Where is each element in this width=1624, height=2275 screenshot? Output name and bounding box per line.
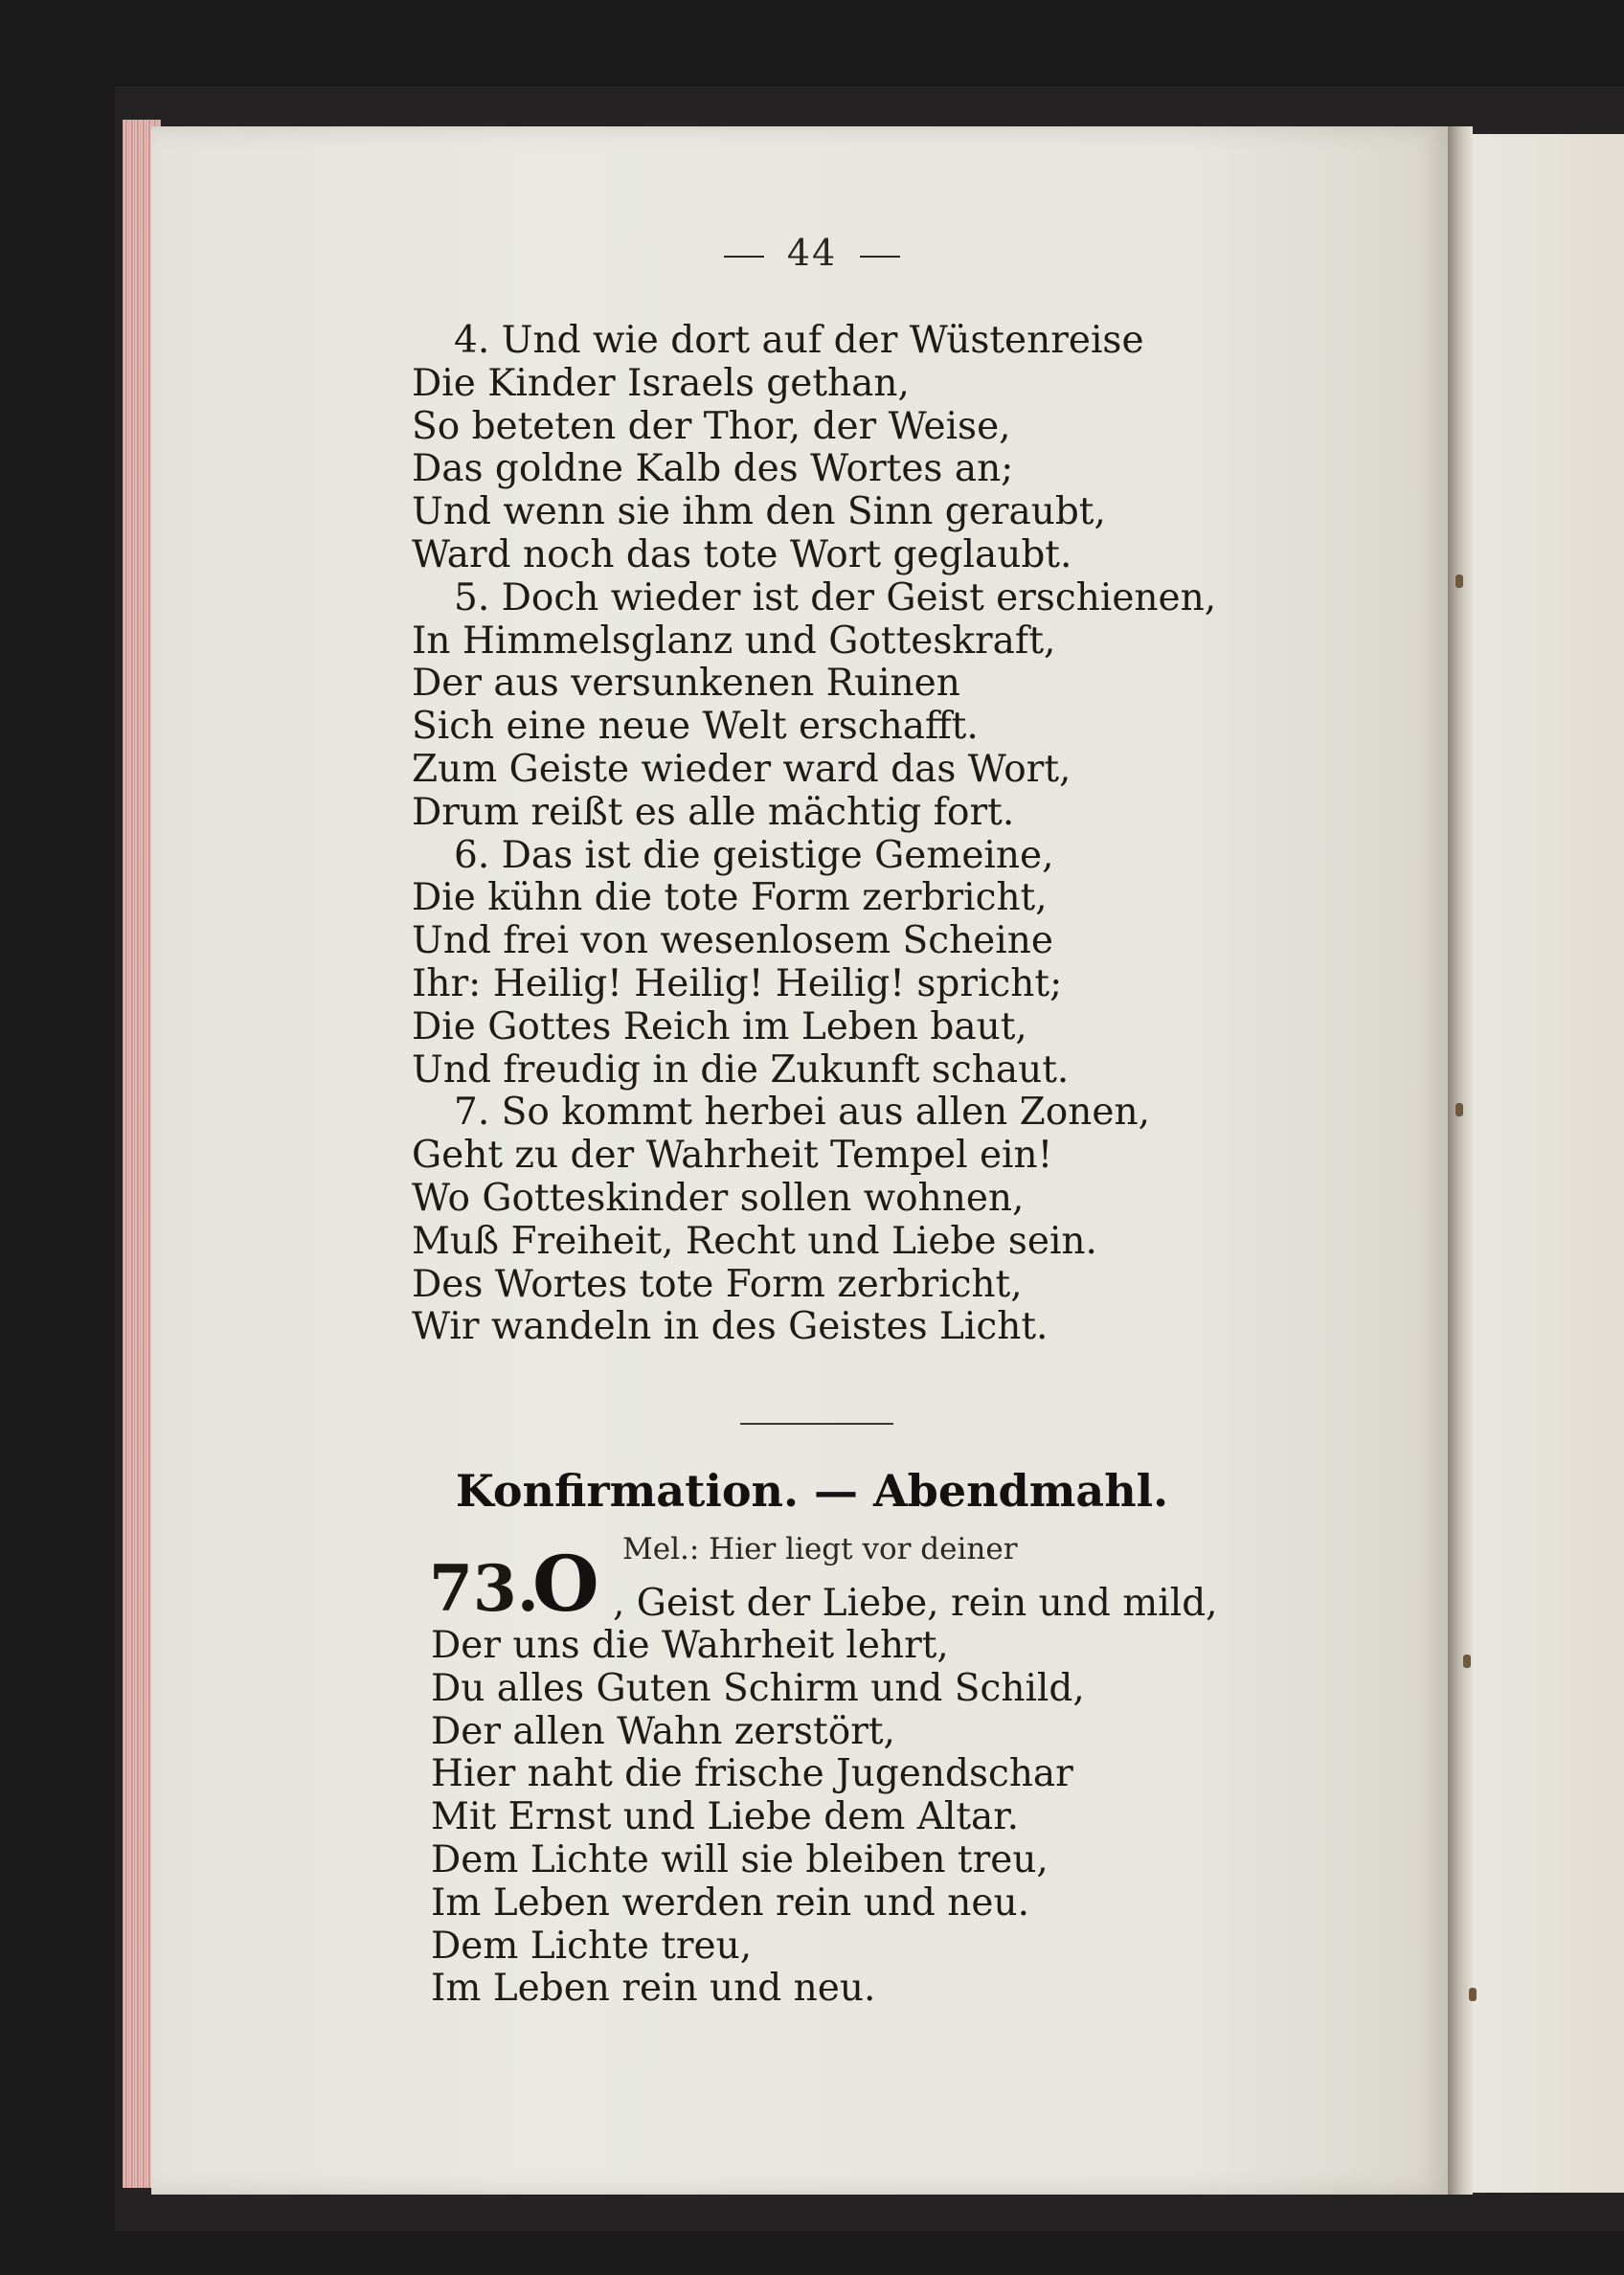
hymn-line: Dem Lichte will sie bleiben treu, <box>431 1837 1049 1881</box>
verse-line: 6. Das ist die geistige Gemeine, <box>454 833 1054 877</box>
verse-line: 5. Doch wieder ist der Geist erschienen, <box>454 575 1217 619</box>
binding-stitch <box>1455 574 1463 588</box>
section-divider <box>740 1423 893 1425</box>
hymn-line: Mit Ernst und Liebe dem Altar. <box>431 1795 1020 1839</box>
verse-line: So beteten der Thor, der Weise, <box>412 404 1011 448</box>
verse-line: Das goldne Kalb des Wortes an; <box>412 447 1014 491</box>
verse-line: In Himmelsglanz und Gotteskraft, <box>412 619 1056 663</box>
binding-stitch <box>1469 1988 1477 2001</box>
verse-line: 7. So kommt herbei aus allen Zonen, <box>454 1091 1150 1135</box>
verse-line: Und frei von wesenlosem Scheine <box>412 919 1053 963</box>
binding-stitch <box>1463 1655 1471 1668</box>
verse-line: 4. Und wie dort auf der Wüstenreise <box>454 319 1144 362</box>
verse-line: Des Wortes tote Form zerbricht, <box>412 1262 1023 1306</box>
hymn-number: 73. <box>429 1551 539 1626</box>
verse-line: Und wenn sie ihm den Sinn geraubt, <box>412 490 1106 534</box>
verse-line: Geht zu der Wahrheit Tempel ein! <box>412 1134 1053 1178</box>
binding-stitch <box>1455 1103 1463 1116</box>
section-title: Konfirmation. — Abendmahl. <box>455 1465 1169 1517</box>
verse-line: Sich eine neue Welt erschafft. <box>412 705 979 749</box>
verse-line: Wir wandeln in des Geistes Licht. <box>412 1305 1049 1349</box>
verses-block <box>412 320 1235 1349</box>
verse-line: Muß Freiheit, Recht und Liebe sein. <box>412 1219 1097 1263</box>
hymn-line: Dem Lichte treu, <box>431 1924 753 1968</box>
header-dash-right <box>860 256 900 258</box>
hymn-line: Der allen Wahn zerstört, <box>431 1709 895 1753</box>
hymn-line: Der uns die Wahrheit lehrt, <box>431 1624 949 1667</box>
hymn-line: Im Leben rein und neu. <box>431 1967 876 2011</box>
verse-line: Wo Gotteskinder sollen wohnen, <box>412 1176 1025 1220</box>
hymn-line: Du alles Guten Schirm und Schild, <box>431 1666 1085 1710</box>
facing-page-edge <box>1473 134 1624 2193</box>
verse-line: Die kühn die tote Form zerbricht, <box>412 876 1048 920</box>
verse-line: Drum reißt es alle mächtig fort. <box>412 790 1015 834</box>
verse-line: Die Kinder Israels gethan, <box>412 361 910 405</box>
hymn-line <box>431 2011 1254 2054</box>
hymn-lines <box>431 1625 1254 2054</box>
hymn-line: Im Leben werden rein und neu. <box>431 1881 1030 1925</box>
hymn-line: Hier naht die frische Jugendschar <box>431 1752 1073 1796</box>
verse-line: Und freudig in die Zukunft schaut. <box>412 1047 1070 1092</box>
verse-line: Ward noch das tote Wort geglaubt. <box>412 532 1072 576</box>
drop-cap-initial: O <box>532 1539 599 1629</box>
hymn-first-line: , Geist der Liebe, rein und mild, <box>613 1582 1218 1625</box>
header-dash-left <box>724 256 764 258</box>
verse-line: Zum Geiste wieder ward das Wort, <box>412 747 1071 791</box>
melody-note: Mel.: Hier liegt vor deiner <box>622 1532 1018 1566</box>
page-number: 44 <box>786 232 838 274</box>
book-gutter <box>1448 126 1473 2195</box>
verse-line: Der aus versunkenen Ruinen <box>412 662 960 706</box>
verse-line: Ihr: Heilig! Heilig! Heilig! spricht; <box>412 961 1063 1005</box>
page-header <box>0 232 1624 274</box>
verse-line: Die Gottes Reich im Leben baut, <box>412 1004 1027 1048</box>
